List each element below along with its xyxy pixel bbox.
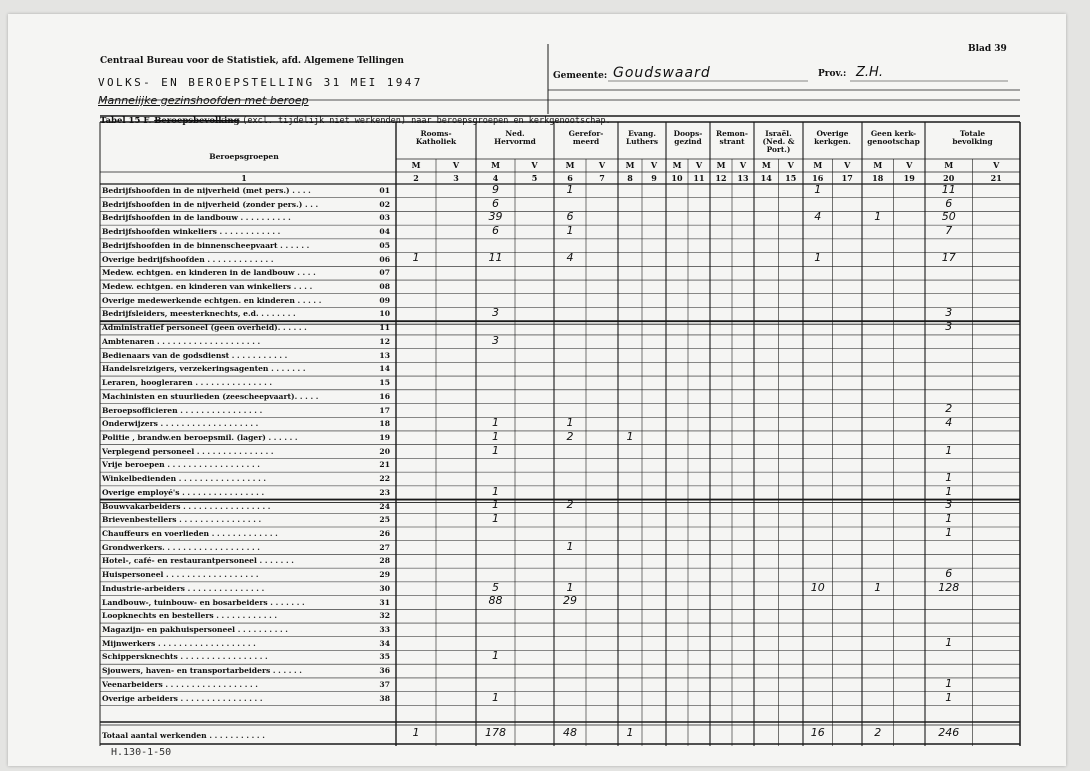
sex-column-header: M (944, 160, 954, 170)
count-cell: 6 (492, 196, 499, 210)
form-code: H.130-1-50 (111, 747, 172, 758)
row-number: 19 (379, 432, 390, 442)
sex-column-header: M (411, 160, 421, 170)
count-cell: 3 (945, 320, 953, 334)
row-number: 28 (379, 556, 390, 566)
group-header: Doops- gezind (673, 129, 703, 146)
count-cell: 6 (945, 567, 953, 581)
row-label: Machinisten en stuurlieden (zeescheepvaart). . . . . (102, 391, 319, 401)
count-cell: 1 (566, 182, 574, 196)
count-cell: 1 (945, 525, 953, 539)
row-number: 17 (379, 405, 390, 415)
row-label: Veenarbeiders . . . . . . . . . . . . . . . . . . (102, 679, 258, 689)
column-number: 13 (737, 173, 749, 183)
group-header: Gerefor- meerd (568, 129, 604, 146)
row-label: Overige bedrijfshoofden . . . . . . . . . . . . . (102, 254, 274, 264)
sex-column-header: M (873, 160, 883, 170)
row-number: 09 (379, 295, 390, 305)
column-number: 14 (760, 173, 772, 183)
count-cell: 1 (492, 649, 499, 663)
column-number: 2 (413, 173, 419, 183)
row-number: 31 (379, 597, 390, 607)
count-cell: 48 (563, 726, 577, 739)
column-number: 17 (841, 173, 853, 183)
count-cell: 3 (492, 306, 499, 320)
row-number: 30 (379, 583, 390, 593)
handwritten-subtitle: Mannelijke gezinshoofden met beroep (98, 94, 309, 107)
row-number: 02 (379, 199, 390, 209)
first-column-header: Beroepsgroepen (209, 152, 279, 161)
group-header: Rooms- Katholiek (415, 129, 457, 146)
count-cell: 178 (485, 726, 506, 739)
row-number: 20 (379, 446, 390, 456)
count-cell: 4 (566, 251, 574, 265)
row-label: Administratief personeel (geen overheid). . . . . . (102, 323, 307, 333)
count-cell: 246 (938, 726, 960, 739)
column-number: 21 (990, 173, 1002, 183)
row-label: Schippersknechts . . . . . . . . . . . . . . . . . (102, 652, 268, 662)
row-number: 38 (379, 693, 390, 703)
row-label: Medew. echtgen. en kinderen van winkeliers . . . . (102, 282, 313, 292)
count-cell: 39 (488, 210, 503, 224)
count-cell: 2 (566, 429, 574, 443)
count-cell: 1 (874, 580, 882, 594)
group-header: Geen kerk- genootschap (867, 129, 920, 146)
municipality-label: Gemeente: (553, 71, 608, 81)
row-number: 01 (379, 186, 390, 195)
count-cell: 3 (492, 333, 499, 347)
row-label: Industrie-arbeiders . . . . . . . . . . . . . . . (102, 583, 265, 593)
row-number: 22 (379, 474, 390, 484)
row-label: Leraren, hoogleraren . . . . . . . . . . . . . . . (102, 378, 272, 388)
row-number: 27 (379, 542, 390, 552)
group-header: Israël. (Ned. & Port.) (762, 129, 795, 154)
count-cell: 3 (945, 498, 953, 512)
municipality-value: Goudswaard (613, 65, 711, 81)
sex-column-header: V (844, 160, 851, 170)
first-column-number: 1 (241, 173, 247, 183)
row-number: 21 (379, 460, 390, 470)
count-cell: 1 (492, 690, 499, 704)
row-number: 23 (379, 487, 390, 497)
column-number: 5 (531, 173, 538, 183)
row-number: 35 (379, 652, 390, 662)
row-number: 33 (379, 625, 390, 635)
count-cell: 1 (626, 429, 634, 443)
row-label: Grondwerkers. . . . . . . . . . . . . . . . . . . (102, 542, 260, 552)
count-cell: 2 (874, 726, 882, 739)
count-cell: 1 (945, 443, 953, 457)
row-label: Ambtenaren . . . . . . . . . . . . . . . . . . . . (102, 336, 261, 346)
count-cell: 1 (492, 416, 499, 430)
row-number: 15 (379, 378, 390, 388)
count-cell: 1 (945, 512, 953, 526)
count-cell: 9 (492, 182, 499, 196)
count-cell: 1 (945, 484, 953, 498)
count-cell: 5 (492, 580, 499, 594)
count-cell: 4 (814, 210, 822, 224)
group-header: Remon- strant (715, 129, 749, 146)
count-cell: 1 (492, 429, 499, 443)
sex-column-header: V (598, 160, 606, 170)
column-number: 15 (785, 173, 797, 183)
count-cell: 1 (945, 635, 953, 649)
count-cell: 6 (566, 210, 574, 224)
row-label: Hotel-, café- en restaurantpersoneel . . . . . . . (102, 556, 294, 566)
count-cell: 2 (566, 498, 574, 512)
count-cell: 1 (412, 251, 420, 265)
sex-column-header: V (739, 160, 747, 170)
row-number: 32 (379, 611, 390, 621)
count-cell: 1 (626, 726, 634, 739)
row-number: 26 (379, 529, 390, 538)
row-label: Bedrijfshoofden in de landbouw . . . . . . . . . . (102, 213, 291, 223)
column-number: 8 (627, 173, 633, 183)
row-label: Verplegend personeel . . . . . . . . . . . . . . . (102, 446, 274, 456)
count-cell: 1 (492, 498, 499, 512)
row-label: Loopknechts en bestellers . . . . . . . . . . . . (102, 611, 278, 621)
row-label: Brievenbestellers . . . . . . . . . . . . . . . . (102, 515, 262, 525)
column-number: 16 (812, 173, 824, 183)
row-label: Chauffeurs en voerlieden . . . . . . . . . . . . . (102, 529, 278, 538)
count-cell: 1 (814, 182, 822, 196)
row-number: 11 (379, 323, 390, 333)
count-cell: 16 (810, 726, 825, 739)
row-label: Bedrijfsleiders, meesterknechts, e.d. . . . . . . . (102, 309, 296, 319)
count-cell: 2 (945, 402, 953, 416)
column-number: 10 (671, 173, 683, 183)
count-cell: 128 (938, 580, 960, 594)
row-number: 07 (379, 268, 390, 278)
count-cell: 29 (563, 594, 577, 608)
row-label: Handelsreizigers, verzekeringsagenten . . . . . . . (102, 364, 306, 374)
column-number: 4 (492, 173, 499, 183)
row-number: 14 (379, 364, 390, 374)
table-title (100, 116, 611, 126)
row-number: 16 (379, 391, 390, 401)
column-number: 11 (693, 173, 705, 183)
sex-column-header: M (813, 160, 823, 170)
count-cell: 88 (488, 594, 503, 608)
sex-column-header: M (625, 160, 635, 170)
count-cell: 3 (945, 306, 953, 320)
row-label: Bedrijfshoofden in de binnenscheepvaart . . . . . . (102, 240, 310, 250)
row-number: 36 (379, 666, 390, 676)
group-header: Overige kerkgen. (814, 129, 851, 146)
column-number: 18 (872, 173, 884, 183)
row-label: Overige arbeiders . . . . . . . . . . . . . . . . (102, 693, 263, 703)
group-header: Ned. Hervormd (494, 129, 536, 146)
column-number: 19 (903, 173, 915, 183)
row-label: Bedrijfshoofden winkeliers . . . . . . . . . . . . (102, 227, 281, 237)
row-label: Mijnwerkers . . . . . . . . . . . . . . . . . . . (102, 638, 256, 648)
row-label: Winkelbedienden . . . . . . . . . . . . . . . . . (102, 474, 267, 484)
row-label: Landbouw-, tuinbouw- en bosarbeiders . . . . . . . (102, 597, 305, 607)
count-cell: 11 (488, 251, 503, 265)
row-number: 06 (379, 254, 390, 264)
row-number: 03 (379, 213, 390, 223)
row-number: 12 (379, 336, 390, 346)
row-number: 05 (379, 240, 390, 250)
count-cell: 10 (810, 580, 825, 594)
province-label: Prov.: (818, 69, 847, 79)
group-header: Totale bevolking (952, 129, 993, 146)
province-value: Z.H. (856, 65, 883, 80)
count-cell: 1 (492, 484, 499, 498)
row-label: Vrije beroepen . . . . . . . . . . . . . . . . . . (102, 460, 260, 470)
row-label: Overige medewerkende echtgen. en kinderen . . . . . (102, 295, 322, 305)
sex-column-header: M (672, 160, 682, 170)
count-cell: 1 (566, 580, 574, 594)
row-number: 13 (379, 350, 390, 360)
row-number: 37 (379, 679, 390, 689)
count-cell: 1 (945, 470, 953, 484)
count-cell: 17 (941, 251, 956, 265)
sex-column-header: V (695, 160, 703, 170)
struck-title-word: Beroepsbevolking (154, 116, 240, 126)
sheet-number: Blad 39 (968, 44, 1007, 54)
row-number: 29 (379, 570, 390, 580)
row-number: 10 (379, 309, 390, 319)
count-cell: 7 (945, 224, 953, 238)
column-number: 20 (943, 173, 955, 183)
row-label: Bedienaars van de godsdienst . . . . . . . . . . . (102, 350, 288, 360)
column-number: 7 (599, 173, 605, 183)
row-number: 34 (379, 638, 390, 648)
count-cell: 4 (945, 416, 953, 430)
column-number: 3 (453, 173, 459, 183)
count-cell: 11 (941, 182, 956, 196)
count-cell: 1 (566, 416, 574, 430)
row-label: Bedrijfshoofden in de nijverheid (zonder pers.) . . . (102, 199, 319, 209)
column-number: 6 (567, 173, 573, 183)
count-cell: 1 (492, 512, 499, 526)
sex-column-header: V (993, 160, 1000, 170)
row-label: Overige employé's . . . . . . . . . . . . . . . . (102, 487, 265, 497)
row-label: Bouwvakarbeiders . . . . . . . . . . . . . . . . . (102, 501, 271, 511)
row-label: Magazijn- en pakhuispersoneel . . . . . . . . . . (102, 625, 288, 635)
count-cell: 1 (945, 676, 953, 690)
row-number: 25 (379, 515, 390, 525)
sex-column-header: V (452, 160, 460, 170)
group-header: Evang. Luthers (625, 129, 659, 146)
count-cell: 1 (492, 443, 499, 457)
count-cell: 50 (941, 210, 956, 224)
sex-column-header: M (761, 160, 771, 170)
count-cell: 1 (566, 539, 574, 553)
census-form-sheet (8, 14, 1066, 766)
bureau-name: Centraal Bureau voor de Statistiek, afd. Algemene Tellingen (100, 56, 404, 66)
sex-column-header: M (491, 160, 500, 170)
row-number: 04 (379, 227, 390, 237)
count-cell: 1 (874, 210, 882, 224)
row-label: Sjouwers, haven- en transportarbeiders . . . . . . (102, 666, 302, 676)
row-label: Medew. echtgen. en kinderen in de landbouw . . . . (102, 268, 316, 278)
row-number: 24 (379, 501, 390, 511)
count-cell: 6 (945, 196, 953, 210)
count-cell: 1 (814, 251, 822, 265)
row-label: Onderwijzers . . . . . . . . . . . . . . . . . . . (102, 419, 259, 429)
row-number: 18 (379, 419, 390, 429)
count-cell: 1 (566, 224, 574, 238)
table-number: Tabel 15 F. (100, 116, 152, 126)
row-label: Huispersoneel . . . . . . . . . . . . . . . . . . (102, 570, 259, 580)
sex-column-header: V (650, 160, 658, 170)
count-cell: 1 (945, 690, 953, 704)
sex-column-header: V (787, 160, 794, 170)
count-cell: 6 (492, 224, 499, 238)
sex-column-header: M (716, 160, 726, 170)
sex-column-header: V (906, 160, 913, 170)
count-cell: 1 (412, 726, 420, 739)
column-number: 9 (651, 173, 657, 183)
sex-column-header: M (565, 160, 575, 170)
row-label: Beroepsofficieren . . . . . . . . . . . . . . . . (102, 405, 263, 415)
sex-column-header: V (531, 160, 538, 170)
table-title-text: (excl. tijdelijk niet werkenden) naar beroepsgroepen en kerkgenootschap. (242, 116, 611, 126)
row-label: Politie , brandw.en beroepsmil. (lager) . . . . . . (102, 432, 298, 442)
row-number: 08 (379, 282, 390, 292)
column-number: 12 (715, 173, 727, 183)
row-label: Bedrijfshoofden in de nijverheid (met pers.) . . . . (102, 186, 311, 195)
total-row-label: Totaal aantal werkenden . . . . . . . . . . . (102, 731, 265, 740)
census-title: VOLKS- EN BEROEPSTELLING 31 MEI 1947 (98, 76, 423, 89)
